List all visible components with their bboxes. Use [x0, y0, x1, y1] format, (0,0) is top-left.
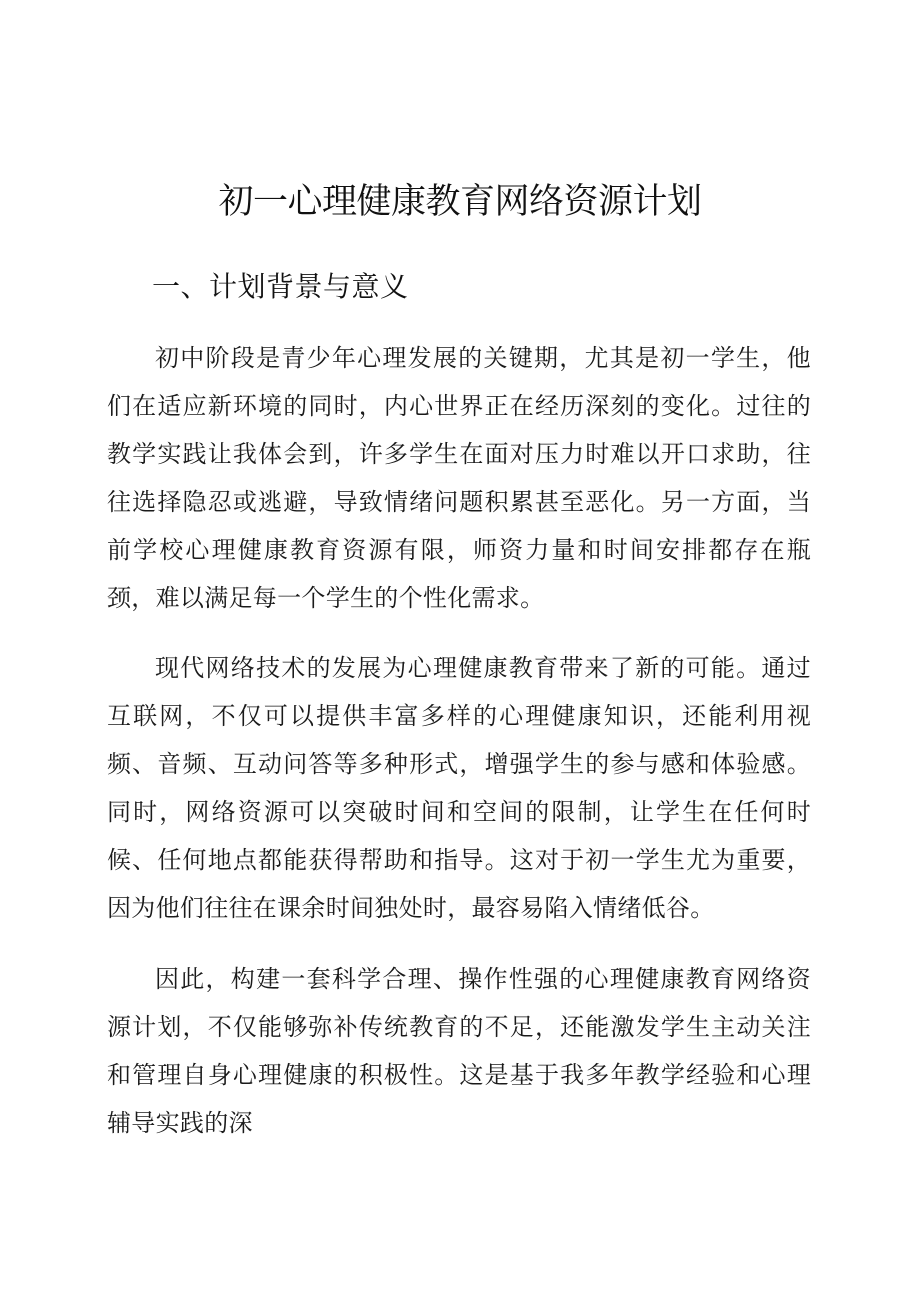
- paragraph-background: 初中阶段是青少年心理发展的关键期，尤其是初一学生，他们在适应新环境的同时，内心世界正在经历深刻的变化。过往的教学实践让我体会到，许多学生在面对压力时难以开口求助，往往选择隐忍或逃避，导致情绪问题积累甚至恶化。另一方面，当前学校心理健康教育资源有限，师资力量和时间安排都存在瓶颈，难以满足每一个学生的个性化需求。: [107, 344, 811, 612]
- section-heading: 一、计划背景与意义: [152, 270, 409, 303]
- paragraph-conclusion: 因此，构建一套科学合理、操作性强的心理健康教育网络资源计划，不仅能够弥补传统教育的不足，还能激发学生主动关注和管理自身心理健康的积极性。这是基于我多年教学经验和心理辅导实践的深: [107, 965, 811, 1137]
- document-title: 初一心理健康教育网络资源计划: [218, 182, 702, 222]
- paragraph-network-technology: 现代网络技术的发展为心理健康教育带来了新的可能。通过互联网，不仅可以提供丰富多样的心理健康知识，还能利用视频、音频、互动问答等多种形式，增强学生的参与感和体验感。同时，网络资源可以突破时间和空间的限制，让学生在任何时候、任何地点都能获得帮助和指导。这对于初一学生尤为重要，因为他们往往在课余时间独处时，最容易陷入情绪低谷。: [107, 654, 811, 922]
